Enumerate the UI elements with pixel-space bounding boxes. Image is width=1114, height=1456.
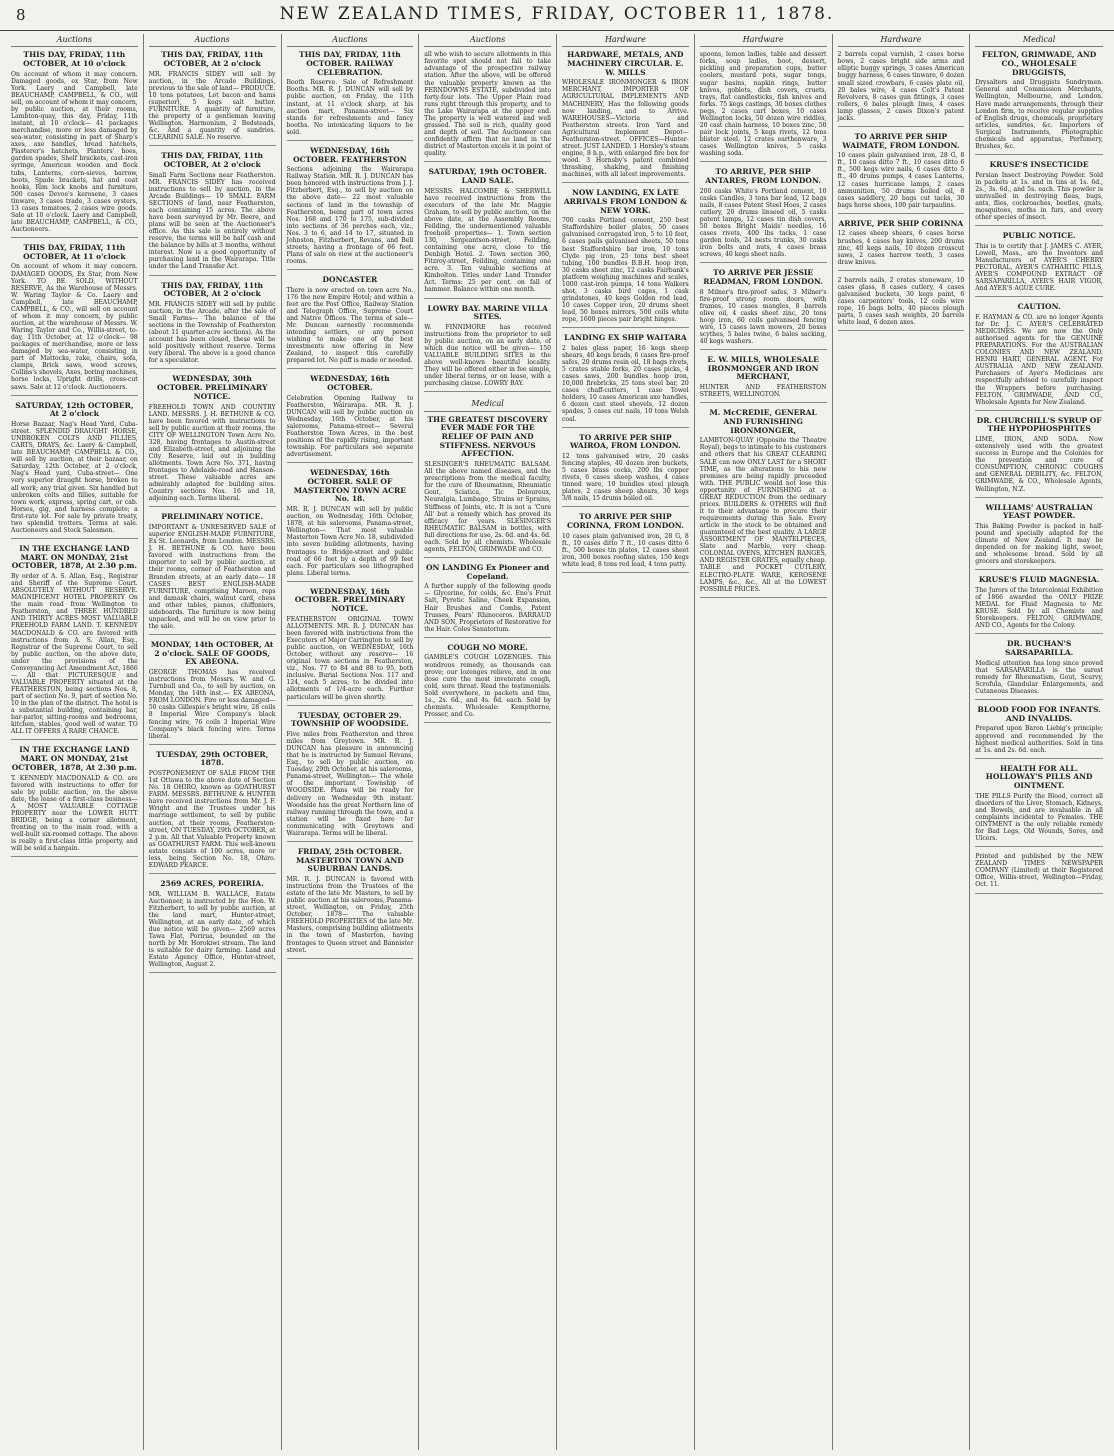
- advertisement: [149, 880, 276, 973]
- divider: [975, 497, 1103, 498]
- divider: [975, 758, 1103, 759]
- ad-heading: THIS DAY, FRIDAY, 11th OCTOBER, At 2 o'clock: [161, 50, 263, 68]
- ad-heading: TUESDAY, OCTOBER 29. TOWNSHIP OF WOODSIDE.: [290, 710, 409, 729]
- ad-heading: IN THE EXCHANGE LAND MART. ON MONDAY, 21st OCTOBER, 1878, At 2.30 p.m.: [11, 543, 138, 571]
- ad-body: MR. WILLIAM B. WALLACE, Estate Auctioneer, is instructed by the Hon. W. Fitzherbert, to sell by public auction, at the land mart, Hunter-street, Wellington, at an early date, of which due notice will be given— 2569 acres Tawa Flat, Porirua, bounded on the north by Mr. Horokiwi stream. The land is suitable for dairy farming. Land and Estate Agency Office, Hunter-street, Wellington, August 2.: [148, 890, 276, 969]
- column-header: Hardware: [562, 34, 689, 47]
- ad-body: Horse Bazaar, Nag's Head Yard, Cuba-street. SPLENDID DRAUGHT HORSE, UNBROKEN COLTS AND FILLIES, CARTS, DRAYS, &c. Laery & Campbell, late BEAUCHAMP, CAMPBELL & CO., will sell by auction, at their bazaar, on Saturday, 12th October, at 2 o'clock, Nag's Head yard, Cuba-street— One very superior draught horse, broken to all work; any trial given. Six handled but unbroken colts and fillies, suitable for town work, express, spring cart, or cab. Horses, gig, and harness complete; a first-rate lot. For sale by private treaty, two splendid trotters. Terms at sale. Auctioneers and Stock Salesmen.: [11, 420, 138, 534]
- advertisement: [700, 356, 827, 403]
- divider: [838, 213, 965, 214]
- ad-heading: THE GREATEST DISCOVERY EVER MADE FOR THE RELIEF OF PAIN AND STIFFNESS. NERVOUS AFFECTION.: [427, 414, 548, 459]
- divider: [424, 637, 551, 638]
- ad-heading: HARDWARE, METALS, AND MACHINERY CIRCULAR. E. W. MILLS: [567, 50, 684, 77]
- divider: [287, 462, 414, 463]
- ad-body: 12 tons galvanised wire, 20 casks fencing staples, 40 dozen iron buckets, 5 cases brass cocks, 200 lbs copper rivets, 6 cases sheep washes, 4 cases tinned ware, 10 bundles steel plough plates, 2 cases sheep shears, 30 kegs 3/8 nails, 15 drums boiled oil.: [562, 452, 689, 503]
- column-header: Hardware: [838, 34, 965, 47]
- ad-heading: WEDNESDAY, 16th OCTOBER. FEATHERSTON: [293, 145, 407, 164]
- ad-heading: M. McCREDIE, GENERAL AND FURNISHING IRONMONGER,: [709, 408, 817, 435]
- advertisement: [424, 51, 551, 162]
- ad-heading: KRUSE'S FLUID MAGNESIA.: [978, 575, 1100, 585]
- column-4: [419, 34, 557, 1450]
- advertisement: [975, 640, 1103, 700]
- ad-heading: TUESDAY, 29th OCTOBER, 1878.: [155, 749, 269, 768]
- advertisement: [424, 398, 551, 558]
- advertisement: [424, 644, 551, 723]
- divider: [149, 744, 276, 745]
- divider: [562, 572, 689, 573]
- column-header: Auctions: [287, 34, 414, 47]
- ad-body: Sections adjoining the Wairarapa Railway Station. MR. R. J. DUNCAN has been honored with instructions from J. J. Fitzherbert, Esq., to sell by auction on the above date— 22 most valuable sections of land in the township of Featherston, being part of town acres Nos. 168 and 170 to 175, sub-divided into sections of 36 perches each, viz., Nos. 3 to 6, and 14 to 17, situated in Johnston, Fitzherbert, Revans, and Bell streets, having a frontage of 66 feet. Plans of sale on view at the auctioneer's rooms.: [286, 166, 414, 266]
- ad-heading: PRELIMINARY NOTICE.: [161, 512, 263, 522]
- divider: [838, 330, 965, 331]
- advertisement: [287, 147, 414, 270]
- divider: [287, 269, 414, 270]
- ad-body: IMPORTANT & UNRESERVED SALE of superior ENGLISH-MADE FURNITURE, Ex St. Leonards, from London. MESSRS. J. H. BETHUNE & CO. have been favored with instructions from the importer to sell by public auction, at their rooms, corner of Featherston and Brandon streets, at an early date— 18 CASES BEST ENGLISH-MADE FURNITURE, comprising Maroon, reps and damask chairs, walnut card, chess and other tables, pianos, chiffoniers, sideboards. The furniture is now being unpacked, and will be on view prior to the sale.: [148, 524, 276, 630]
- ad-heading: HEALTH FOR ALL. HOLLOWAY'S PILLS AND OINTMENT.: [985, 763, 1093, 791]
- advertisement: [562, 513, 689, 573]
- ad-body: A further supply of the following goods— Glycerine, for colds, &c. Eno's Fruit Salt, Pyretic Saline, Cheek Expansion, Hair Brushes and Combs, Patent Trusses, Pears' Rhinoceros. BARRAUD AND SON, Proprietors of Restorative for the Hair. Coles Sanatorium.: [424, 583, 551, 633]
- divider: [11, 237, 138, 238]
- advertisement: [11, 244, 138, 396]
- ad-body: 8 Milner's fire-proof safes, 3 Milner's fire-proof strong room doors, with frames, 10 cases mangles, 8 barrels olive oil, 4 casks sheet zinc, 20 tons hoop iron, 60 coils galvanised fencing wire, 15 cases lawn mowers, 20 boxes scythes, 5 bales twine, 6 bales sacking, 40 kegs washers.: [699, 288, 827, 346]
- ad-body: POSTPONEMENT OF SALE FROM THE 1st Ottawa to the above date of Section No. 18 OHIRO, known as GOATHURST FARM. MESSRS. BETHUNE & HUNTER have received instructions from Mr. J. F. Wright and the Trustees under his marriage settlement, to sell by public auction, at their rooms, Featherston-street, ON TUESDAY, 29th OCTOBER, at 2 p.m. All that Valuable Property known as GOATHURST FARM. This well-known estate consists of 100 acres, more or less, being Section No. 18, Ohiro. EDWARD PEARCE.: [148, 770, 276, 869]
- masthead: [0, 0, 1114, 31]
- ad-body: Prepared upon Baron Liebig's principle; approved and recommended by the highest medical authorities. Sold in tins at 1s. and 2s. 6d. each.: [975, 725, 1103, 754]
- ad-heading: ON LANDING Ex Pioneer and Copeland.: [426, 562, 550, 581]
- advertisement: [149, 751, 276, 874]
- ad-heading: THIS DAY, FRIDAY, 11th OCTOBER. RAILWAY CELEBRATION.: [299, 50, 401, 77]
- ad-body: 10 cases plain galvanised iron, 28 G, 8 ft., 10 cases ditto 7 ft., 10 cases ditto 6 ft., 500 kegs wire nails, 6 cases ditto 5 ft., 40 drums pumps, 4 cases Lanterns, 12 cases hurricane lamps, 2 cases ammunition, 50 drums boiled oil, 8 cases saddlery, 20 bags cut tacks, 30 bags horse shoes, 100 pair tarpaulins.: [837, 152, 965, 209]
- advertisement: [838, 51, 965, 127]
- ad-body: 2 barrels copal varnish, 2 cases horse bows, 2 cases bright side arms and elliptic buggy springs, 3 cases American buggy harness, 6 cases tinware, 6 dozen small sized crowbars, 6 cases plate oil, 20 bales wire, 4 cases Colt's Patent Revolvers, 8 cases gun fittings, 3 cases rollers, 6 bales plough lines, 4 cases lamp glasses, 2 cases Dixon's patent jacks.: [837, 51, 965, 122]
- advertisement: [424, 168, 551, 298]
- ad-body: FEATHERSTON ORIGINAL TOWN ALLOTMENTS. MR. R. J. DUNCAN has been favored with instructions from the Executors of Major Carrington to sell by public auction, on WEDNESDAY, 16th October, without any reserve— 16 original town sections in Featherston, viz., Nos. 77 to 84 and 88 to 95, both inclusive. Burial Sections Nos. 117 and 124, each 5 acres, to be divided into allotments of 1/4-acre each. Further particulars will be given shortly.: [286, 615, 414, 701]
- divider: [149, 873, 276, 874]
- advertisement: [287, 276, 414, 369]
- ad-body: The Jurors of the Intercolonial Exhibition of 1866 awarded the ONLY PRIZE MEDAL for Fluid Magnesia to Mr. KRUSE. Sold by all Chemists and Storekeepers. FELTON, GRIMWADE, AND CO., Agents for the Colony.: [975, 587, 1103, 630]
- advertisement: [149, 152, 276, 275]
- divider: [424, 722, 551, 723]
- ad-heading: THIS DAY, FRIDAY, 11th OCTOBER, At 11 o'clock: [23, 243, 126, 261]
- ad-body: 200 casks White's Portland cement, 10 casks Candles, 3 tons bar lead, 12 bags nails, 8 cases Patent Steel Hoes, 2 cases cutlery, 20 drums linseed oil, 5 casks patent lamps, 12 cases tin dish covers, 50 boxes Bright Maids' needles, 16 cases rivets, 400 lbs tacks, 1 case garden tools, 24 nests trunks, 30 casks iron bolts and nuts, 4 cases brass screws, 40 kegs sheet nails.: [699, 187, 827, 259]
- advertisement: [975, 504, 1103, 571]
- ad-heading: DR. BUCHAN'S SARSAPARILLA.: [1004, 639, 1074, 658]
- ad-heading: DR. CHURCHILL'S SYRUP OF THE HYPOPHOSPHITES: [976, 415, 1102, 434]
- advertisement: [424, 305, 551, 393]
- advertisement: [11, 746, 138, 857]
- advertisement: [287, 375, 414, 463]
- divider: [287, 958, 414, 959]
- divider: [287, 140, 414, 141]
- advertisement: [975, 417, 1103, 498]
- ad-body: This is to certify that J. JAMES C. AYER, Lowell, Mass., are the Inventors and Manufacturers of AYER'S CHERRY PECTORAL, AYER'S CATHARTIC PILLS, AYER'S COMPOUND EXTRACT OF SARSAPARILLA, AYER'S HAIR VIGOR, And AYER'S AGUE CURE.: [975, 242, 1103, 293]
- column-7: [833, 34, 971, 1450]
- advertisement: [149, 51, 276, 146]
- ad-body: MR. FRANCIS SIDEY will sell by auction, in the Arcade Buildings, previous to the sale of land— PRODUCE. 10 tons potatoes, Lot bacon and hams (superior), 5 kegs salt butter. FURNITURE. A quantity of furniture, the property of a gentleman leaving Wellington. Harmonium, 2 Bedsteads, &c. And a quantity of sundries. CLEARING SALE. No reserve.: [148, 70, 276, 142]
- advertisement: [975, 161, 1103, 226]
- advertisement: [975, 853, 1103, 893]
- advertisement: [562, 189, 689, 328]
- advertisement: [975, 232, 1103, 297]
- divider: [287, 841, 414, 842]
- column-6: [695, 34, 833, 1450]
- advertisement: [287, 588, 414, 706]
- advertisement: [838, 220, 965, 271]
- ad-heading: TO ARRIVE PER JESSIE READMAN, FROM LONDON.: [703, 268, 823, 286]
- ad-body: Celebration Opening Railway to Featherston, Wairarapa. MR. R. J. DUNCAN will sell by public auction on Wednesday, 16th October, at his salerooms, Panama-street— Several Featherston Town Acres, in the best positions of the rapidly rising, important township. For particulars see separate advertisement.: [286, 394, 414, 459]
- ad-body: WHOLESALE IRONMONGER & IRON MERCHANT, IMPORTER OF AGRICULTURAL IMPLEMENTS AND MACHINERY, Has the following goods now landing, and to Arrive. WAREHOUSES—Victoria and Featherston streets. Iron Yard and Agricultural Implement Depot—Featherston-street. OFFICES—Hunter-street. JUST LANDED. 1 Horsley's steam engine, 8 h.p., with enlarged fire box for wood. 3 Hornsby's patent combined thrashing, shaking, and finishing machines, with all latest improvements.: [562, 79, 689, 179]
- divider: [975, 154, 1103, 155]
- advertisement: [838, 277, 965, 331]
- ad-heading: CAUTION.: [1017, 302, 1061, 312]
- divider: [424, 298, 551, 299]
- advertisement: [287, 51, 414, 141]
- advertisement: [700, 168, 827, 263]
- divider: [975, 569, 1103, 570]
- divider: [975, 410, 1103, 411]
- ad-body: HUNTER AND FEATHERSTON STREETS, WELLINGTON.: [699, 384, 827, 399]
- ad-body: all who wish to secure allotments in this favorite spot should not fail to take advantage of the prospective railway station. After the above, will be offered the valuable property known as the FERNDOWNS ESTATE, subdivided into forty-four lots. The Upper Plain road runs right through this property, and to the Lake Wairarapa at the upper end. The property is well watered and well grassed. The soil is rich, quality good and depth of soil. The Auctioneer can confidently affirm that no land in the district of Masterton excels it in point of quality.: [424, 51, 551, 158]
- columns-container: [6, 34, 1108, 1450]
- ad-body: Printed and published by the NEW ZEALAND TIMES NEWSPAPER COMPANY (Limited) at their Registered Office, Willis-street, Wellington—Friday, Oct. 11.: [975, 853, 1103, 889]
- ad-heading: IN THE EXCHANGE LAND MART. ON MONDAY, 21st OCTOBER, 1878, At 2.30 p.m.: [11, 745, 138, 772]
- ad-heading: BLOOD FOOD FOR INFANTS. AND INVALIDS.: [977, 705, 1101, 723]
- ad-heading: LOWRY BAY. MARINE VILLA SITES.: [427, 303, 548, 322]
- column-header: Medical: [975, 34, 1103, 47]
- advertisement: [424, 564, 551, 638]
- advertisement: [11, 51, 138, 238]
- ad-heading: TO ARRIVE PER SHIP WAIMATE, FROM LONDON.: [842, 131, 960, 150]
- ad-body: Medical attention has long since proved that SARSAPARILLA is the surest remedy for Rheumatism, Gout, Scurvy, Scrofula, Glandular Enlargements, and Cutaneous Diseases.: [975, 659, 1103, 696]
- advertisement: [700, 409, 827, 597]
- ad-heading: KRUSE'S INSECTICIDE: [989, 159, 1089, 169]
- section-header: Medical: [424, 398, 551, 411]
- ad-body: Persian Insect Destroying Powder. Sold in packets at 1s. and in tins at 1s. 6d., 2s., 3s. 6d., and 5s. each. This powder is unrivalled in destroying fleas, bugs, ants, flies, cockroaches, beetles, gnats, mosquitoes, moths in furs, and every other species of insect.: [975, 171, 1103, 222]
- ad-body: spoons, lemon ladles, table and dessert forks, soup ladles, boot, dessert, pickling and preparation cups, butter coolers, mustard pots, sugar tongs, sugar basins, napkin rings, butter knives, goblets, dish covers, cruets, trays, flat candlesticks, fish knives and forks. 75 kegs castings, 30 boxes clothes pegs, 2 cases cart boxes, 10 cases Wellington locks, 50 dozen wire riddles, 20 cast chain harness, 10 boxes zinc, 50 pair lock joints, 5 kegs rivets, 12 tons blister steel, 12 crates earthenware, 3 cases Wellington knives, 5 casks washing soda.: [699, 51, 827, 158]
- ad-body: LAMBTON-QUAY (Opposite the Theatre Royal), begs to intimate to his customers and others that his GREAT CLEARING SALE can now ONLY LAST for a SHORT TIME, as the alterations to his new premises are being rapidly proceeded with. THE PUBLIC would not lose this opportunity of FURNISHING at a GREAT REDUCTION from the ordinary prices. BUILDERS & OTHERS will find it to their advantage to procure their requirements during this Sale. Every article in the stock to be obtained and guaranteed of the best quality. A LARGE ASSORTMENT OF MANTELPIECES, Slate and Marble, very cheap. COLONIAL OVENS, KITCHEN RANGES, AND REGISTER GRATES, equally cheap. TABLE and POCKET CUTLERY, ELECTRO-PLATE WARE, KEROSENE LAMPS, &c., &c., All at the LOWEST POSSIBLE PRICES.: [699, 437, 827, 593]
- advertisement: [700, 269, 827, 350]
- ad-body: 2 bales glass paper, 16 kegs sheep shears, 40 kegs brads, 6 cases fire-proof safes, 20 drums resin oil, 18 bags rivets, 5 crates stable forks, 20 cases picks, 4 cases saws, 200 bundles hoop iron, 10,000 firebricks, 25 tons steel bar, 20 cases chaff-cutters, 1 case Towel holders, 10 cases American axe handles, 6 dozen cast steel shovels, 12 dozen spades, 5 cases cut nails, 10 tons Welsh coal.: [562, 344, 689, 423]
- ad-heading: E. W. MILLS, WHOLESALE IRONMONGER AND IRON MERCHANT,: [707, 355, 819, 382]
- advertisement: [562, 334, 689, 427]
- ad-heading: THIS DAY, FRIDAY, 11th OCTOBER, At 2 o'clock: [161, 151, 263, 169]
- ad-body: Small Farm Sections near Featherston. MR. FRANCIS SIDEY has received instructions to sell by auction, in the Arcade Buildings— 19 SMALL FARM SECTIONS of land, near Featherston, each containing 15 acres. The above have been surveyed by Mr. Beere, and plans will be seen at the Auctioneer's office. As this sale is entirely without reserve, the terms will be half cash and the balance by bills at 3 months, without interest. Now is a good opportunity of purchasing land in the Wairarapa. Title under the Land Transfer Act.: [148, 171, 276, 271]
- ad-heading: SATURDAY, 19th OCTOBER. LAND SALE.: [428, 167, 547, 185]
- ad-heading: NOW LANDING, EX LATE ARRIVALS FROM LONDON & NEW YORK.: [563, 188, 687, 215]
- ad-heading: THIS DAY, FRIDAY, 11th OCTOBER, At 10 o'clock: [23, 50, 126, 68]
- ad-body: W. FINNIMORE has received instructions from the proprietor to sell by public auction, on an early date, of which due notice will be given— 150 VALUABLE BUILDING SITES in the above well-known beautiful locality. They will be offered either in fee simple, under liberal terms, or on lease, with a purchasing clause. LOWRY BAY.: [424, 323, 551, 388]
- ad-body: GAMBLE'S COUGH LOZENGES. This wondrous remedy, as thousands can prove; our lozenges relieve, and in one dose cure the most inveterate cough, cold, sore throat. Read the testimonials. Sold everywhere, in packets and tins, 1s., 2s. 6d., and 4s. 6d. each. Sold by chemists. Wholesale: Kempthorne, Prosser, and Co.: [424, 654, 551, 718]
- advertisement: [975, 576, 1103, 634]
- advertisement: [11, 545, 138, 741]
- advertisement: [149, 282, 276, 370]
- ad-body: On account of whom it may concern. DAMAGED GOODS, Ex Star, from New York. TO BE SOLD, WITHOUT RESERVE, As the Warehouse of Messrs. W. Waring Taylor & Co. Laery and Campbell, late BEAUCHAMP, CAMPBELL, & CO., will sell on account of whom it may concern, by public auction, at the warehouse of Messrs. W. Waring Taylor and Co., Willis-street, to-day, 11th October, at 12 o'clock— 98 packages of merchandise, more or less damaged by sea-water, consisting in part of Mattocks, rake, chairs, sofa, clamps, Brick saws, wood screws, Collins's shovels, Axes, boring machines, horse locks, Upright drills, cross-cut saws. Sale at 12 o'clock. Auctioneers.: [11, 263, 138, 391]
- ad-body: By order of A. S. Allan, Esq., Registrar and Sheriff of the Supreme Court. ABSOLUTELY WITHOUT RESERVE. MAGNIFICENT HOTEL PROPERTY On the main road from Wellington to Featherston, and THREE HUNDRED AND THIRTY ACRES MOST VALUABLE FREEHOLD FARM LAND. T. KENNEDY MACDONALD & CO. are favored with instructions from A. S. Allan, Esq., Registrar of the Supreme Court, to sell by public auction, on the above date, under the provisions of the Conveyancing Act Amendment Act, 1866— All that PICTURESQUE and VALUABLE PROPERTY situated at the FEATHERSTON, being sections Nos. 8, part of section No. 9, part of section No. 10 in the plan of the district. The hotel is a substantial building, containing bar, bar-parlor, sitting-rooms and bedrooms, kitchen, stables, good well of water. TO ALL IT OFFERS A RARE CHANCE.: [11, 573, 138, 736]
- ad-heading: THIS DAY, FRIDAY, 11th OCTOBER, At 2 o'clock: [161, 280, 263, 299]
- divider: [700, 402, 827, 403]
- ad-body: MESSRS. HALCOMBE & SHERWILL have received instructions from the executors of the late Mr. Maggie Graham, to sell by public auction, on the above date, at the Assembly Rooms, Feilding, the undermentioned valuable freehold properties— 1. Town section 130, Sergeantson-street, Feilding, containing one acre, close to the Denbigh Hotel. 2. Town section 360, Fitzroy-street, Feilding, containing one acre. 3. Ten valuable sections at Kimbolton. Titles under Land Transfer Act. Terms: 25 per cent. on fall of hammer. Balance within one month.: [424, 187, 551, 294]
- advertisement: [700, 51, 827, 162]
- divider: [700, 262, 827, 263]
- ad-body: On account of whom it may concern. Damaged goods, ex Star, from New York. Laery and Campbell, late BEAUCHAMP, CAMPBELL, & CO., will sell, on account of whom it may concern, by public auction, at their rooms, Lambton-quay, this day, Friday, 11th instant, at 10 o'clock— 41 packages merchandise, more or less damaged by sea-water, consisting in part of Sharp's axes, axe handles, bread hatchets, Plasterer's hatchets, Planters' hoes, garden spades, Shelf brackets, cast-iron syringe, American wooden and flock tubs, Lanterns, corn-sieves, barrow, boots, Spade brackets, hat and coat hooks, Rim lock knobs and furniture, 500 cases Devoe's kerosene, 3 cases tinware, 3 cases trade, 3 cases oysters, 13 cases tomatoes, 2 cases wire goods. Sale at 10 o'clock. Laery and Campbell, late BEAUCHAMP, CAMPBELL, & CO., Auctioneers.: [11, 70, 138, 234]
- divider: [700, 161, 827, 162]
- ad-body: GEORGE THOMAS has received instructions from Messrs. W. and G. Turnbull and Co., to sell by auction, on Monday, the 14th inst.— EX ABEONA, FROM LONDON. Fire or less damaged— 50 casks Gillespie's bright wire, 28 coils 8 Imperial Wire Company's black fencing wire, 76 coils 3 Imperial Wire Company's black fencing wire. Terms liberal.: [148, 669, 276, 740]
- ad-heading: DONCASTER: [322, 275, 378, 285]
- advertisement: [562, 434, 689, 508]
- divider: [11, 395, 138, 396]
- divider: [11, 856, 138, 857]
- ad-body: THE PILLS Purify the Blood, correct all disorders of the Liver, Stomach, Kidneys, and Bowels, and are invaluable in all complaints incidental to Females. THE OINTMENT is the only reliable remedy for Bad Legs, Old Wounds, Sores, and Ulcers.: [975, 792, 1103, 843]
- divider: [149, 506, 276, 507]
- ad-body: This Baking Powder is packed in half-pound and specially adapted for the climate of New Zealand. It may be depended on for making light, sweet, and wholesome bread. Sold by all grocers and storekeepers.: [975, 522, 1103, 566]
- ad-body: 12 cases sheep shears, 6 cases horse brushes, 4 cases hay knives, 200 drums zinc, 40 kegs nails, 10 dozen crosscut saws, 2 cases harrow teeth, 3 cases draw knives.: [837, 230, 965, 266]
- advertisement: [562, 51, 689, 183]
- ad-heading: MONDAY, 14th OCTOBER, At 2 o'clock. SALE OF GOODS, EX ABEONA.: [150, 640, 274, 667]
- ad-body: F. HAYMAN & CO. are no longer Agents for Dr. J. C. AYER'S CELEBRATED MEDICINES. We are now the Only authorised agents for the GENUINE PREPARATIONS. For the AUSTRALIAN COLONIES AND NEW ZEALAND. HENRI HART, GENERAL AGENT. For AUSTRALIA AND NEW ZEALAND. Purchasers of Ayer's Medicines are respectfully advised to carefully inspect the Wrappers before purchasing. FELTON, GRIMWADE, AND CO., Wholesale Agents for New Zealand.: [975, 313, 1103, 406]
- divider: [149, 634, 276, 635]
- ad-body: SLESINGER'S RHEUMATIC BALSAM. All the above named diseases, and the prescriptions from the medical faculty, for the cure of Rheumatism, Rheumatic Gout, Sciatica, Tic Doloureux, Neuralgia, Lumbago, Strains or Sprains, Stiffness of Joints, etc. It is not a 'Cure All' but a remedy which has proved its efficacy for years. SLESINGER'S RHEUMATIC BALSAM in bottles, with full directions for use, 2s. 6d. and 4s. 6d. each. Sold by all chemists. Wholesale agents, FELTON, GRIMWADE and CO.: [424, 461, 551, 553]
- divider: [287, 581, 414, 582]
- divider: [424, 557, 551, 558]
- divider: [975, 893, 1103, 894]
- divider: [700, 349, 827, 350]
- divider: [424, 391, 551, 392]
- advertisement: [975, 706, 1103, 759]
- ad-heading: PUBLIC NOTICE.: [1002, 231, 1076, 241]
- column-3: [282, 34, 420, 1450]
- column-header: Auctions: [424, 34, 551, 47]
- ad-heading: WEDNESDAY, 16th OCTOBER.: [310, 374, 390, 393]
- divider: [975, 296, 1103, 297]
- ad-heading: LANDING EX SHIP WAITARA: [564, 333, 687, 343]
- ad-body: 10 cases plain galvanised iron, 28 G, 8 ft., 10 cases ditto 7 ft., 10 cases ditto 6 ft., 500 boxes tin plates, 12 cases sheet iron, 300 boxes roofing slates, 150 kegs white lead, 8 tons red lead, 4 tons putty.: [562, 532, 689, 569]
- advertisement: [149, 513, 276, 635]
- divider: [149, 275, 276, 276]
- column-header: Auctions: [11, 34, 138, 47]
- ad-heading: WEDNESDAY, 16th OCTOBER. SALE OF MASTERTON TOWN ACRE No. 18.: [293, 468, 406, 504]
- ad-body: 700 casks Portland cement, 250 best Staffordshire boiler plates, 50 cases galvanised corrugated iron, 5 to 10 feet, 6 cases pails galvanised sheets, 50 tons best Staffordshire bar iron, 10 tons Clyde pig iron, 25 tons best sheet tubing, 100 bundles B.B.H. hoop iron, 30 casks sheet zinc, 12 casks Fairbank's platform weighing machines and scales, 1000 cast-iron pumps, 14 tons Walkers shot, 3 casks bird cages, 1 cask grindstones, 40 kegs Golden rod lead, 10 cases Copper iron, 20 drums sheet lead, 50 boxes mirrors, 500 coils white rope, 1600 pieces pair bright hinges.: [562, 217, 689, 324]
- ad-heading: WEDNESDAY, 30th OCTOBER. PRELIMINARY NOTICE.: [156, 374, 268, 401]
- ad-body: MR. R. J. DUNCAN is favored with instructions from the Trustees of the estate of the late Mr. Masters, to sell by public auction at his salerooms, Panama-street, Wellington, on Friday, 25th October, 1878— The valuable FREEHOLD PROPERTIES of the late Mr. Masters, comprising building allotments in the town of Masterton, having frontages to Queen street and Bannister street.: [286, 875, 414, 954]
- divider: [149, 145, 276, 146]
- ad-heading: COUGH NO MORE.: [447, 642, 528, 652]
- divider: [287, 368, 414, 369]
- divider: [424, 161, 551, 162]
- advertisement: [838, 133, 965, 214]
- ad-body: Booth Reserve. Sale of Refreshment Booths. MR. R. J. DUNCAN will sell by public auction, on Friday, the 11th instant, at 11 o'clock sharp, at his auction mart, Panama-street— Six stands for refreshments and fancy booths. No intoxicating liquors to be sold.: [286, 79, 414, 136]
- ad-body: Five miles from Featherston and three miles from Greytown. MR. R. J. DUNCAN has pleasure in announcing that he is instructed by Samuel Revans, Esq., to sell by public auction, on Tuesday, 29th October, at his salerooms, Panama-street, Wellington— The whole of the important Township of WOODSIDE. Plans will be ready for delivery on Wednesday 9th instant. Woodside has the great Northern line of railway running through the town, and a station will be fixed here for communicating with Greytown and Wairarapa. Terms will be liberal.: [286, 730, 414, 837]
- divider: [562, 506, 689, 507]
- advertisement: [975, 765, 1103, 848]
- ad-body: Drysalters and Druggists Sundrymen. General and Commission Merchants, Wellington, Melbourne, and London. Have made arrangements, through their London firm, to receive regular supplies of English drugs, chemicals, proprietary articles, sundries, &c. Importers of Surgical Instruments, Photographic chemicals and apparatus, Perfumery, Brushes, &c.: [975, 79, 1103, 150]
- divider: [562, 427, 689, 428]
- advertisement: [975, 51, 1103, 155]
- divider: [975, 846, 1103, 847]
- ad-body: 2 barrels nails, 2 crates stoneware, 10 cases glass, 8 cases cutlery, 4 cases galvanised buckets, 30 kegs paint, 6 cases carpenters' tools, 12 coils wire rope, 16 bags bolts, 40 pieces plough parts, 5 cases sash weights, 20 barrels white lead, 6 dozen axes.: [837, 276, 965, 327]
- ad-body: LIME, IRON, AND SODA. Now extensively used with the greatest success in Europe and the Colonies for the prevention and cure of CONSUMPTION, CHRONIC COUGHS and GENERAL DEBILITY, &c. FELTON, GRIMWADE, & CO., Wholesale Agents, Wellington, N.Z.: [975, 436, 1103, 493]
- divider: [562, 327, 689, 328]
- divider: [562, 182, 689, 183]
- ad-heading: ARRIVE, PER SHIP CORINNA: [838, 218, 964, 228]
- ad-heading: WEDNESDAY, 16th OCTOBER. PRELIMINARY NOTICE.: [294, 586, 406, 614]
- column-2: [144, 34, 282, 1450]
- advertisement: [149, 375, 276, 507]
- divider: [11, 538, 138, 539]
- divider: [287, 705, 414, 706]
- ad-heading: 2569 ACRES, POREIRIA.: [160, 878, 264, 888]
- advertisement: [975, 303, 1103, 411]
- ad-body: MR. FRANCIS SIDEY will sell by public auction, in the Arcade, after the sale of Small Farms— The balance of the sections in the Township of Featherston (about 11 quarter-acre sections). As the account has been closed, these will be sold positively without reserve. Terms very liberal. The above is a good chance for a speculator.: [148, 300, 276, 365]
- advertisement: [287, 848, 414, 959]
- column-1: [6, 34, 144, 1450]
- divider: [700, 597, 827, 598]
- page-number: 8: [16, 6, 26, 24]
- column-header: Hardware: [700, 34, 827, 47]
- ad-heading: TO ARRIVE PER SHIP CORINNA, FROM LONDON.: [567, 512, 684, 531]
- ad-body: There is now erected on town acre No. 176 the new Empire Hotel; and within a feet are the Post Office, Railway Station and Telegraph Office, Supreme Court and Native Offices. The terms of sale— Mr. Duncan earnestly recommends intending settlers, or any person wishing to make one of the best investments now offering in New Zealand, to inspect this carefully prepared lot. No puff is made or needed.: [286, 286, 414, 365]
- divider: [838, 270, 965, 271]
- ad-heading: FELTON, GRIMWADE, AND CO., WHOLESALE DRUGGISTS,: [982, 50, 1097, 77]
- advertisement: [149, 641, 276, 745]
- divider: [975, 225, 1103, 226]
- divider: [838, 126, 965, 127]
- divider: [149, 368, 276, 369]
- divider: [149, 972, 276, 973]
- column-5: [557, 34, 695, 1450]
- ad-body: T. KENNEDY MACDONALD & CO. are favored with instructions to offer for sale by public auction, on the above date, the lease of a first-class business— A MOST VALUABLE COTTAGE PROPERTY near the LOWER HUTT BRIDGE, being a corner allotment, fronting on to the main road, with a well-built six-roomed cottage. The above is really a first-class little property, and will be sold a bargain.: [11, 774, 138, 853]
- divider: [11, 739, 138, 740]
- divider: [975, 699, 1103, 700]
- column-header: Auctions: [149, 34, 276, 47]
- ad-heading: WILLIAMS' AUSTRALIAN YEAST POWDER.: [985, 502, 1093, 521]
- ad-heading: TO ARRIVE, PER SHIP ANTARES, FROM LONDON.: [705, 167, 821, 185]
- ad-heading: TO ARRIVE PER SHIP WAIROA, FROM LONDON.: [569, 432, 681, 451]
- ad-heading: FRIDAY, 25th OCTOBER. MASTERTON TOWN AND SUBURBAN LANDS.: [296, 846, 404, 874]
- divider: [975, 633, 1103, 634]
- advertisement: [11, 402, 138, 539]
- advertisement: [287, 712, 414, 842]
- advertisement: [287, 469, 414, 581]
- newspaper-title: NEW ZEALAND TIMES, FRIDAY, OCTOBER 11, 1878.: [279, 4, 835, 24]
- ad-heading: SATURDAY, 12th OCTOBER, At 2 o'clock: [15, 400, 134, 419]
- ad-body: FREEHOLD TOWN AND COUNTRY LAND. MESSRS. J. H. BETHUNE & CO. have been favored with instructions to sell by public auction at their rooms, the CITY OF WELLINGTON Town Acre No. 328, having frontages to Austin-street and Elizabeth-street, and adjoining the City Reserve, laid out in building allotments. Town Acre No. 371, having frontages to Adelaide-road and Hanson-street. These valuable acres are admirably adapted for building sites. Country sections Nos. 16 and 18, adjoining each. Terms liberal.: [148, 403, 276, 503]
- ad-body: MR. R. J. DUNCAN will sell by public auction, on Wednesday, 16th October, 1878, at his salerooms, Panama-street, Wellington— That most valuable Masterton Town Acre No. 18, subdivided into seven building allotments, having frontages to Bridge-street and public road of 66 feet by a depth of 99 feet each. For particulars see lithographed plans. Liberal terms.: [286, 506, 414, 577]
- column-8: [970, 34, 1108, 1450]
